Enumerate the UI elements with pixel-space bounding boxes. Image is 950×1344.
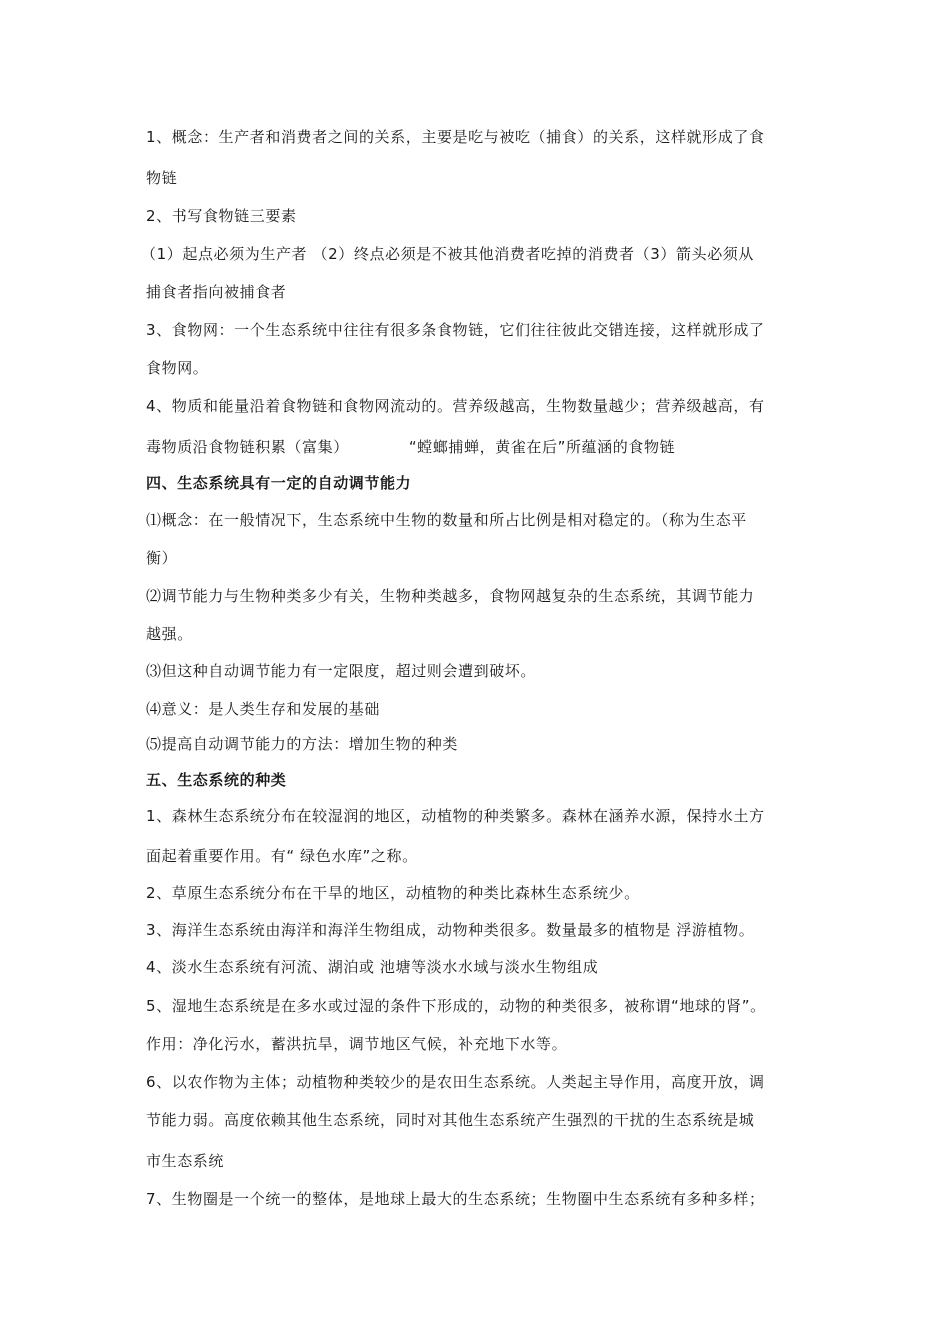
paragraph-line: ⑴概念：在一般情况下，生态系统中生物的数量和所占比例是相对稳定的。（称为生态平 — [146, 511, 747, 529]
paragraph-line: ⑸提高自动调节能力的方法：增加生物的种类 — [146, 735, 459, 753]
paragraph-line: ⑷意义：是人类生存和发展的基础 — [146, 700, 381, 718]
paragraph-line: 节能力弱。高度依赖其他生态系统，同时对其他生态系统产生强烈的干扰的生态系统是城 — [146, 1111, 755, 1129]
paragraph-line: 作用：净化污水，蓄洪抗旱，调节地区气候，补充地下水等。 — [146, 1035, 568, 1053]
idiom-food-chain-text: “螳螂捕蝉，黄雀在后”所蕴涵的食物链 — [408, 438, 676, 456]
paragraph-line: 2、草原生态系统分布在干旱的地区，动植物的种类比森林生态系统少。 — [146, 884, 640, 902]
paragraph-line: （1）起点必须为生产者 （2）终点必须是不被其他消费者吃掉的消费者（3）箭头必须从 — [141, 245, 755, 263]
paragraph-line: 面起着重要作用。有“ 绿色水库”之称。 — [146, 847, 418, 865]
paragraph-line — [146, 437, 675, 457]
paragraph-line: ⑶但这种自动调节能力有一定限度，超过则会遭到破坏。 — [146, 662, 537, 680]
paragraph-line: 3、海洋生态系统由海洋和海洋生物组成，动物种类很多。数量最多的植物是 浮游植物。 — [146, 921, 755, 939]
paragraph-line: 4、淡水生态系统有河流、湖泊或 池塘等淡水水域与淡水生物组成 — [146, 958, 599, 976]
paragraph-line: 捕食者指向被捕食者 — [146, 283, 287, 301]
paragraph-line: 4、物质和能量沿着食物链和食物网流动的。营养级越高，生物数量越少；营养级越高，有 — [146, 397, 765, 415]
paragraph-line: 2、书写食物链三要素 — [146, 207, 297, 225]
section-heading-4: 四、生态系统具有一定的自动调节能力 — [146, 474, 412, 492]
paragraph-line: 1、森林生态系统分布在较湿润的地区，动植物的种类繁多。森林在涵养水源，保持水土方 — [146, 807, 765, 825]
paragraph-line: 衡） — [146, 549, 178, 567]
paragraph-line: 物链 — [146, 169, 178, 187]
paragraph-line: 7、生物圈是一个统一的整体，是地球上最大的生态系统；生物圈中生态系统有多种多样； — [146, 1190, 765, 1208]
paragraph-line: 3、食物网：一个生态系统中往往有很多条食物链，它们往往彼此交错连接，这样就形成了 — [146, 321, 765, 339]
paragraph-line: 6、以农作物为主体；动植物种类较少的是农田生态系统。人类起主导作用，高度开放，调 — [146, 1073, 765, 1091]
paragraph-line: 市生态系统 — [146, 1152, 225, 1170]
food-chain-accumulation-text: 毒物质沿食物链积累（富集） — [146, 438, 349, 456]
section-heading-5: 五、生态系统的种类 — [146, 771, 287, 789]
paragraph-line: 5、湿地生态系统是在多水或过湿的条件下形成的，动物的种类很多，被称谓“地球的肾”。 — [146, 997, 766, 1015]
paragraph-line: 越强。 — [146, 625, 193, 643]
paragraph-line: ⑵调节能力与生物种类多少有关，生物种类越多，食物网越复杂的生态系统，其调节能力 — [146, 587, 755, 605]
paragraph-line: 1、概念：生产者和消费者之间的关系，主要是吃与被吃（捕食）的关系，这样就形成了食 — [146, 128, 765, 146]
paragraph-line: 食物网。 — [146, 359, 209, 377]
